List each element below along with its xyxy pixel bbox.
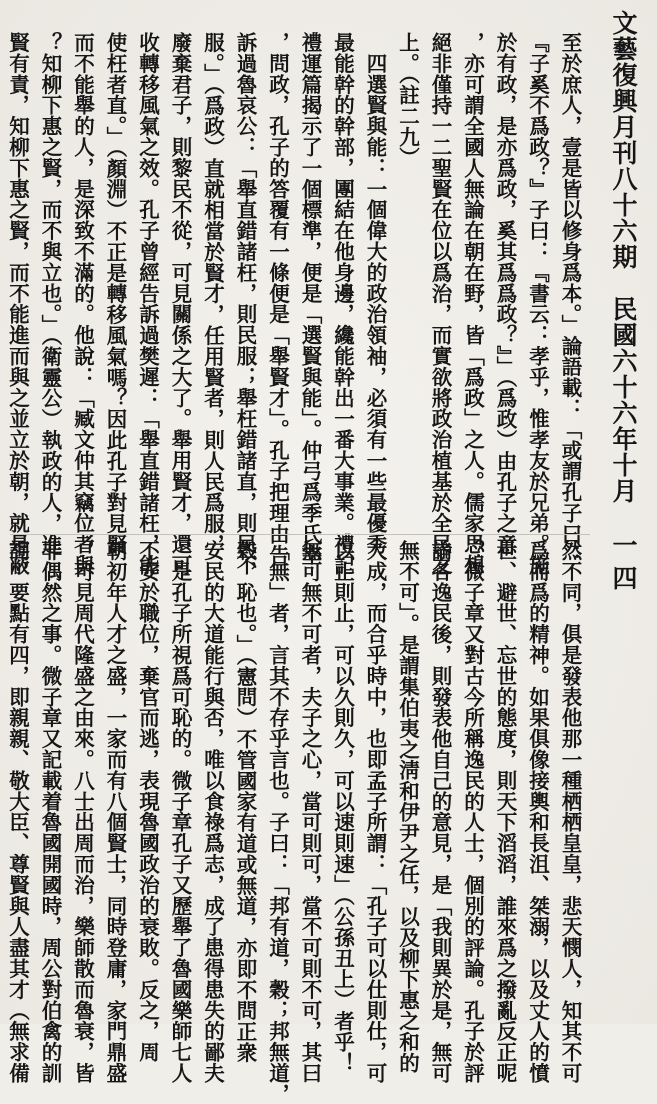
text-column: 世、避世、忘世的態度，則天下滔滔，誰來爲之撥亂反正呢	[493, 540, 517, 1084]
text-column: 絕非僅持一二聖賢在位以爲治，而實欲將政治植基於全民之	[428, 32, 452, 576]
text-column: 收轉移風氣之效。孔子曾經告訴過樊遲：「舉直錯諸枉，能	[135, 32, 160, 576]
text-column: 上。（註二九）	[395, 32, 420, 169]
page-header: 文藝復興月刊八十六期 民國六十六年十月	[609, 10, 638, 504]
text-column: 論各逸民後，則發表他自己的意見，是「我則異於是，無可	[428, 540, 452, 1084]
text-column: 爲而爲的精神。如果俱像接輿和長沮、桀溺，以及丈人的憤	[525, 540, 550, 1084]
text-column: 安民的大道能行與否，唯以食祿爲志，成了患得患失的鄙夫	[200, 540, 225, 1084]
text-column: 以止則止，可以久則久，可以速則速」（公孫丑上）者乎！	[330, 540, 355, 1074]
text-column: 廢棄君子，則黎民不從，可見關係之大了。舉用賢才，還可	[168, 32, 192, 576]
lower-text-block	[5, 540, 586, 1104]
upper-text-block	[5, 32, 586, 576]
text-column: ，亦可謂全國人無論在朝在野，皆「爲政」之人。儒家思想	[460, 32, 485, 576]
text-column: ，可見周代隆盛之由來。八士出周而治，樂師散而魯衰，皆	[70, 540, 95, 1084]
text-column: 非偶然之事。微子章又記載着魯國開國時，周公對伯禽的訓	[38, 540, 62, 1084]
text-column: 然不同，俱是發表他那一種栖栖皇皇，悲天憫人，知其不可	[558, 540, 582, 1084]
text-column: 禮運篇揭示了一個標準，便是「選賢與能」。仲弓爲季氏宰	[298, 32, 322, 566]
text-column: ，問政，孔子的答覆有一條便是「舉賢才」。孔子把理由告	[265, 32, 290, 566]
text-column: 訴過魯哀公：「舉直錯諸枉，則民服；舉枉錯諸直，則民不	[233, 32, 257, 576]
text-column: 無不可」。是謂集伯夷之淸和伊尹之任，以及柳下惠之和的	[395, 540, 420, 1074]
text-column: ？知柳下惠之賢，而不與立也。」（衛靈公）執政的人，進	[38, 32, 62, 555]
text-column: 大成，而合乎時中，也即孟子所謂：「孔子可以仕則仕，可	[363, 540, 387, 1084]
text-column: 四選賢與能：一個偉大的政治領袖，必須有一些最優秀	[363, 32, 387, 555]
text-column: 穀，恥也。」（憲問）不管國家有道或無道，亦即不問正衆	[233, 540, 257, 1063]
text-column: 不安於職位，棄官而逃，表現魯國政治的衰敗。反之，周	[135, 540, 160, 1063]
text-column: 賢有責，知柳下惠之賢，而不能進而與之並立於朝，就是蔽	[5, 32, 30, 576]
text-column: 而不能舉的人，是深致不滿的。他說：「臧文仲其竊位者與	[70, 32, 95, 576]
text-column: 服。」（爲政）直就相當於賢才，任用賢者，則人民爲服，	[200, 32, 225, 555]
text-column: 最能幹的幹部，團結在他身邊，纔能幹出一番大事業。禮記	[330, 32, 355, 576]
text-column: 於有政，是亦爲政，奚其爲爲政？』」（爲政）由孔子之意	[493, 32, 517, 555]
text-column: 『子奚不爲政？』子曰：『書云：孝乎，惟孝友於兄弟。施	[525, 32, 550, 576]
text-column: 詞，要點有四，即親親、敬大臣、尊賢與人盡其才（無求備	[5, 540, 30, 1084]
text-column: 使枉者直。」（顏淵）不正是轉移風氣嗎？因此孔子對見賢	[103, 32, 127, 555]
text-column: ？微子章又對古今所稱逸民的人士，個別的評論。孔子於評	[460, 540, 485, 1084]
text-column: ，是孔子所視爲可恥的。微子章孔子又歷舉了魯國樂師七人	[168, 540, 192, 1084]
text-column: 無可無不可者，夫子之心，當可則可，當不可則不可，其曰	[298, 540, 322, 1084]
text-column: 朝初年人才之盛，一家而有八個賢士，同時登庸，家門鼎盛	[103, 540, 127, 1084]
section-divider	[10, 534, 590, 535]
page-number: 一四	[609, 532, 638, 598]
text-column: 至於庶人，壹是皆以修身爲本。」論語載：「或謂孔子曰：	[558, 32, 582, 566]
text-column: 「無」者，言其不存乎言也。子曰：「邦有道，穀；邦無道，	[265, 540, 290, 1104]
